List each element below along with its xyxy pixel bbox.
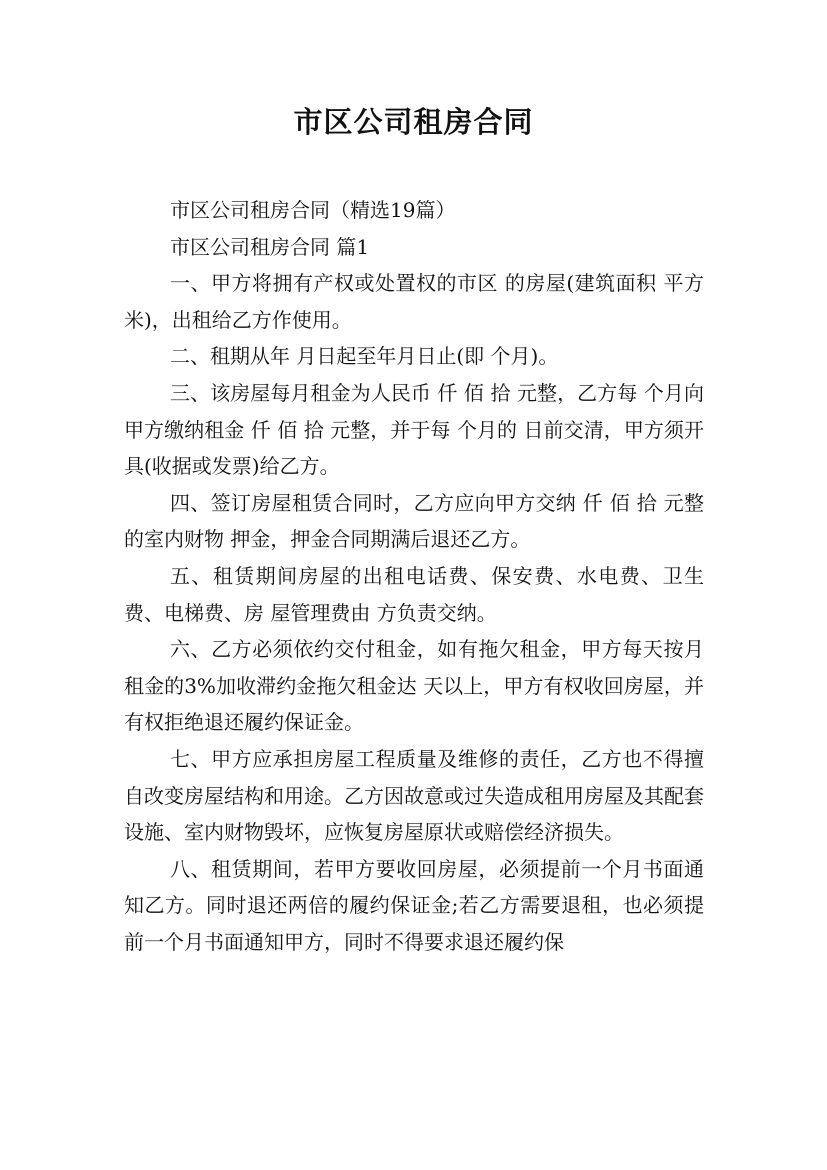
paragraph-clause-5: 五、租赁期间房屋的出租电话费、保安费、水电费、卫生费、电梯费、房 屋管理费由 方负责交纳。 bbox=[124, 563, 704, 625]
document-body bbox=[124, 192, 704, 960]
paragraph-clause-6: 六、乙方必须依约交付租金，如有拖欠租金，甲方每天按月租金的3%加收滞约金拖欠租金达 天以上，甲方有权收回房屋，并有权拒绝退还履约保证金。 bbox=[124, 637, 704, 735]
paragraph-section-heading: 市区公司租房合同 篇1 bbox=[170, 234, 370, 259]
paragraph-clause-3: 三、该房屋每月租金为人民币 仟 佰 拾 元整，乙方每 个月向甲方缴纳租金 仟 佰 拾 元整，并于每 个月的 日前交清，甲方须开具(收据或发票)给乙方。 bbox=[124, 380, 704, 479]
paragraph-subtitle: 市区公司租房合同（精选19篇） bbox=[170, 198, 456, 222]
paragraph-clause-7: 七、甲方应承担房屋工程质量及维修的责任，乙方也不得擅自改变房屋结构和用途。乙方因故意或过失造成租用房屋及其配套设施、室内财物毁坏，应恢复房屋原状或赔偿经济损失。 bbox=[124, 746, 704, 845]
paragraph-clause-4: 四、签订房屋租赁合同时，乙方应向甲方交纳 仟 佰 拾 元整的室内财物 押金，押金合同期满后退还乙方。 bbox=[124, 490, 704, 552]
paragraph-clause-8: 八、租赁期间，若甲方要收回房屋，必须提前一个月书面通知乙方。同时退还两倍的履约保证金;若乙方需要退租，也必须提前一个月书面通知甲方，同时不得要求退还履约保 bbox=[124, 856, 704, 954]
paragraph-clause-2: 二、租期从年 月日起至年月日止(即 个月)。 bbox=[170, 344, 559, 369]
paragraph-clause-1: 一、甲方将拥有产权或处置权的市区 的房屋(建筑面积 平方米)，出租给乙方作使用。 bbox=[124, 271, 704, 332]
document-title: 市区公司租房合同 bbox=[293, 105, 534, 139]
